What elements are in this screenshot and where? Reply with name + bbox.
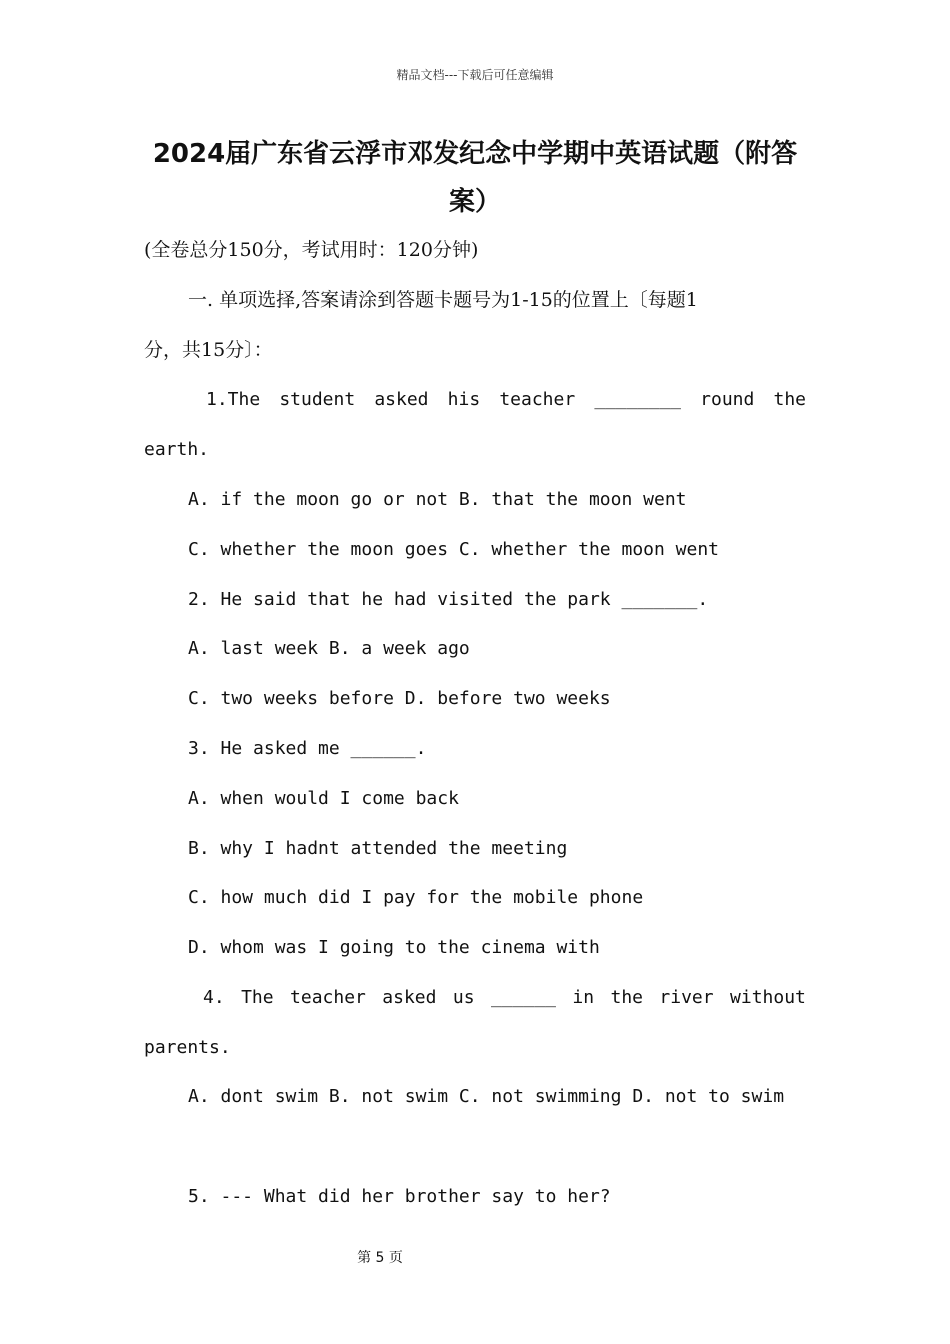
question-3-option-c: C. how much did I pay for the mobile phone xyxy=(188,887,644,908)
section-heading-line-2: 分，共15分〕： xyxy=(144,339,273,361)
q1-word: 1.The xyxy=(206,389,261,410)
document-title xyxy=(144,130,806,226)
page-header: 精品文档---下载后可任意编辑 xyxy=(396,68,554,82)
question-1-stem xyxy=(206,387,806,413)
section-heading-line-1: 一. 单项选择,答案请涂到答题卡题号为1-15的位置上〔每题1 xyxy=(188,289,698,311)
q4-word: in xyxy=(572,987,595,1008)
question-3-option-d: D. whom was I going to the cinema with xyxy=(188,937,600,958)
q4-word: the xyxy=(610,987,644,1008)
q1-word: student xyxy=(279,389,356,410)
q4-word: river xyxy=(659,987,714,1008)
q1-word: teacher xyxy=(499,389,576,410)
q1-word: the xyxy=(773,389,806,410)
q4-word: The xyxy=(241,987,274,1008)
question-2-stem: 2. He said that he had visited the park _______. xyxy=(188,589,709,610)
q1-word: asked xyxy=(374,389,429,410)
title-line-1: 2024届广东省云浮市邓发纪念中学期中英语试题（附答 xyxy=(152,139,798,169)
question-4-stem xyxy=(203,985,806,1011)
q4-blank: ______ xyxy=(490,987,556,1008)
question-3-option-a: A. when would I come back xyxy=(188,788,459,809)
page-footer: 第 5 页 xyxy=(357,1250,403,1266)
exam-info: (全卷总分150分，考试用时：120分钟) xyxy=(144,239,479,261)
q4-word: without xyxy=(730,987,806,1008)
question-1-options-2: C. whether the moon goes C. whether the moon went xyxy=(188,539,720,560)
question-3-stem: 3. He asked me ______. xyxy=(188,738,427,759)
question-1-continuation: earth. xyxy=(144,439,210,460)
question-2-options-1: A. last week B. a week ago xyxy=(188,638,470,659)
q4-word: asked xyxy=(382,987,437,1008)
question-1-options-1: A. if the moon go or not B. that the moon went xyxy=(188,489,687,510)
q1-word: his xyxy=(447,389,481,410)
q1-blank: ________ xyxy=(594,389,682,410)
q1-word: round xyxy=(700,389,755,410)
question-5-stem: 5. --- What did her brother say to her? xyxy=(188,1186,611,1207)
title-line-2: 案） xyxy=(448,187,501,217)
q4-word: 4. xyxy=(203,987,225,1008)
q4-word: teacher xyxy=(290,987,366,1008)
q4-word: us xyxy=(452,987,475,1008)
question-2-options-2: C. two weeks before D. before two weeks xyxy=(188,688,611,709)
question-4-options: A. dont swim B. not swim C. not swimming D. not to swim xyxy=(188,1086,785,1107)
question-4-continuation: parents. xyxy=(144,1037,231,1058)
question-3-option-b: B. why I hadnt attended the meeting xyxy=(188,838,568,859)
